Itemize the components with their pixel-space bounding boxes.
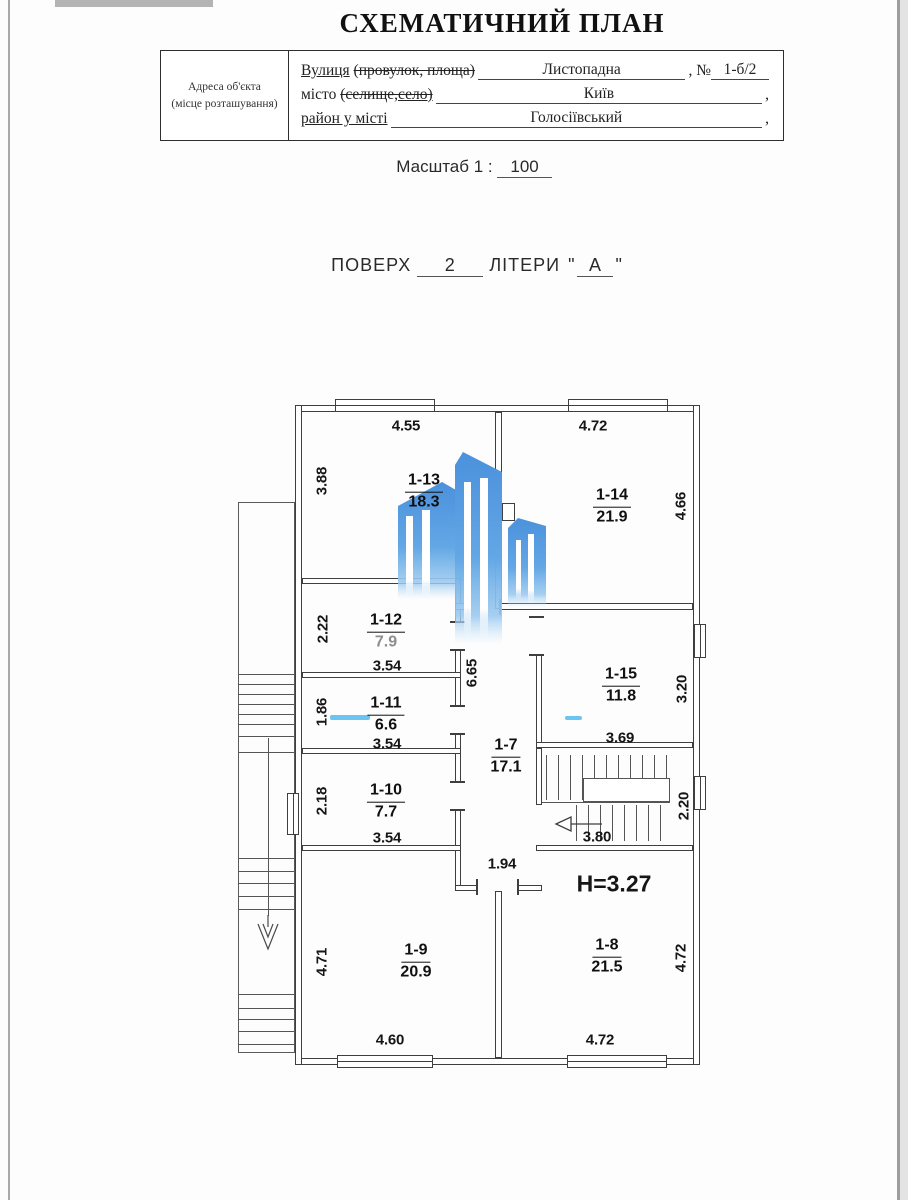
dimension-label: 3.20 bbox=[673, 674, 691, 704]
dimension-label: 2.20 bbox=[675, 791, 693, 821]
wall-segment bbox=[495, 891, 502, 1058]
stair-handrail-line bbox=[268, 738, 269, 916]
room-label bbox=[602, 665, 640, 708]
room-area: 18.3 bbox=[408, 493, 440, 511]
stair-step-line bbox=[546, 755, 547, 800]
floor-plan-drawing bbox=[237, 400, 707, 1075]
address-cell-line1: Адреса об'єкта bbox=[188, 81, 261, 94]
address-table-value-cell bbox=[289, 51, 783, 140]
floor-value: 2 bbox=[417, 255, 483, 277]
dimension-label: 4.72 bbox=[585, 1031, 615, 1049]
city-comma: , bbox=[765, 85, 769, 103]
letters-label: ЛІТЕРИ bbox=[489, 255, 561, 275]
dimension-label: 3.54 bbox=[372, 735, 402, 753]
wall-segment bbox=[536, 655, 542, 748]
window-symbol bbox=[567, 1055, 667, 1068]
floor-label: ПОВЕРХ bbox=[331, 255, 412, 275]
street-strike-label: (провулок, площа) bbox=[353, 61, 475, 79]
stair-step-line bbox=[239, 896, 294, 897]
quote-close: " bbox=[615, 255, 623, 275]
dimension-label: 3.88 bbox=[313, 466, 331, 496]
stair-step-line bbox=[239, 1044, 294, 1045]
room-number: 1-8 bbox=[592, 936, 621, 958]
stair-step-line bbox=[239, 704, 294, 705]
room-number: 1-7 bbox=[491, 736, 520, 758]
address-row-street bbox=[301, 61, 769, 80]
address-row-district bbox=[301, 109, 769, 128]
stair-step-line bbox=[239, 694, 294, 695]
stair-step-line bbox=[558, 755, 559, 800]
logo-tower-middle bbox=[455, 452, 502, 645]
room-area: 17.1 bbox=[490, 758, 522, 776]
wall-segment bbox=[518, 885, 542, 891]
scale-value: 100 bbox=[497, 157, 551, 178]
room-label bbox=[490, 736, 521, 779]
dimension-label: 4.55 bbox=[391, 417, 421, 435]
stair-landing-line bbox=[542, 802, 670, 803]
street-label: Вулиця bbox=[301, 61, 350, 79]
address-row-city bbox=[301, 85, 769, 104]
scan-edge-top bbox=[55, 0, 213, 7]
letters-value: А bbox=[577, 255, 613, 277]
street-number-label: , № bbox=[688, 61, 711, 79]
logo-tower-right bbox=[508, 518, 546, 608]
exterior-staircase bbox=[238, 502, 295, 1053]
scale-line bbox=[20, 157, 908, 178]
address-table-header-cell bbox=[161, 51, 289, 140]
stair-direction-down-arrow-icon bbox=[255, 915, 281, 951]
street-number-value: 1-б/2 bbox=[711, 61, 769, 80]
stair-step-line bbox=[239, 684, 294, 685]
wall-segment bbox=[455, 734, 461, 782]
city-strike-label-b: село) bbox=[398, 85, 433, 103]
stair-step-line bbox=[239, 883, 294, 884]
room-number: 1-10 bbox=[367, 781, 405, 803]
scan-edge-right-light bbox=[900, 0, 908, 1200]
room-area: 11.8 bbox=[605, 687, 637, 705]
door-tick bbox=[517, 879, 519, 895]
room-number: 1-11 bbox=[367, 694, 404, 716]
door-tick bbox=[450, 733, 465, 735]
window-symbol bbox=[694, 776, 706, 810]
stair-step-line bbox=[239, 674, 294, 675]
stair-step-line bbox=[624, 805, 625, 841]
dimension-label: 4.60 bbox=[375, 1031, 405, 1049]
stair-step-line bbox=[239, 1031, 294, 1032]
window-symbol bbox=[337, 1055, 433, 1068]
stair-step-line bbox=[239, 736, 294, 737]
door-tick bbox=[529, 654, 544, 656]
interior-staircase bbox=[542, 751, 693, 845]
dimension-label: 3.54 bbox=[372, 829, 402, 847]
room-area: 6.6 bbox=[374, 716, 398, 734]
stair-step-line bbox=[239, 994, 294, 995]
stair-step-line bbox=[239, 1019, 294, 1020]
stair-step-line bbox=[570, 755, 571, 800]
window-symbol bbox=[568, 399, 668, 412]
room-label bbox=[591, 936, 622, 979]
address-cell-line2: (місце розташування) bbox=[171, 97, 278, 110]
stair-step-line bbox=[239, 858, 294, 859]
room-label bbox=[367, 611, 405, 654]
room-label bbox=[405, 471, 443, 514]
street-value: Листопадна bbox=[478, 61, 686, 80]
dimension-label: 4.66 bbox=[672, 491, 690, 521]
scale-label: Масштаб 1 : bbox=[396, 157, 493, 176]
door-tick bbox=[450, 809, 465, 811]
stair-step-line bbox=[660, 805, 661, 841]
room-area: 21.9 bbox=[596, 508, 628, 526]
window-symbol bbox=[694, 624, 706, 658]
stair-step-line bbox=[636, 805, 637, 841]
city-value: Київ bbox=[436, 85, 762, 104]
wall-segment bbox=[693, 405, 700, 1065]
window-symbol bbox=[335, 399, 435, 412]
room-label bbox=[400, 941, 431, 984]
stair-step-line bbox=[239, 1008, 294, 1009]
dimension-label: 3.54 bbox=[372, 657, 402, 675]
door-tick bbox=[450, 781, 465, 783]
room-label bbox=[367, 781, 405, 824]
address-table bbox=[160, 50, 784, 141]
stair-step-line bbox=[239, 714, 294, 715]
room-label bbox=[367, 694, 404, 737]
dimension-label: 1.86 bbox=[313, 697, 331, 727]
floor-line bbox=[24, 255, 908, 277]
dimension-label: 2.18 bbox=[313, 786, 331, 816]
watermark-dash bbox=[565, 716, 582, 720]
window-symbol bbox=[287, 793, 299, 835]
wall-segment bbox=[455, 885, 477, 891]
dimension-label: 4.71 bbox=[313, 947, 331, 977]
wall-segment bbox=[295, 405, 302, 1065]
scan-edge-left bbox=[8, 0, 10, 1200]
watermark-dash bbox=[330, 715, 370, 720]
room-number: 1-9 bbox=[401, 941, 430, 963]
stair-step-line bbox=[239, 752, 294, 753]
dimension-label: 2.22 bbox=[314, 614, 332, 644]
room-area: 7.9 bbox=[374, 633, 398, 651]
door-tick bbox=[450, 649, 465, 651]
room-area: 20.9 bbox=[400, 963, 432, 981]
door-tick bbox=[476, 879, 478, 895]
stair-step-line bbox=[612, 805, 613, 841]
room-area: 21.5 bbox=[591, 958, 623, 976]
district-value: Голосіївський bbox=[391, 109, 763, 128]
room-area: 7.7 bbox=[374, 803, 398, 821]
wall-segment bbox=[536, 748, 542, 805]
district-label: район у місті bbox=[301, 109, 388, 127]
stair-step-line bbox=[239, 724, 294, 725]
dimension-label: 6.65 bbox=[463, 658, 481, 688]
page-title: СХЕМАТИЧНИЙ ПЛАН bbox=[339, 8, 665, 38]
wall-segment bbox=[536, 845, 693, 851]
stair-rail bbox=[583, 778, 670, 802]
room-number: 1-14 bbox=[593, 486, 631, 508]
stair-step-line bbox=[239, 909, 294, 910]
room-label bbox=[593, 486, 631, 529]
dimension-label: 4.72 bbox=[578, 417, 608, 435]
city-label: місто bbox=[301, 85, 337, 103]
scan-edge-right bbox=[897, 0, 900, 1200]
dimension-label: 1.94 bbox=[487, 855, 517, 873]
city-strike-label-a: (селище, bbox=[340, 85, 399, 103]
stair-step-line bbox=[239, 871, 294, 872]
dimension-label: 3.80 bbox=[582, 828, 612, 846]
ceiling-height-label: Н=3.27 bbox=[576, 870, 652, 897]
stair-step-line bbox=[648, 805, 649, 841]
wall-segment bbox=[455, 650, 461, 706]
room-number: 1-13 bbox=[405, 471, 443, 493]
door-tick bbox=[450, 705, 465, 707]
dimension-label: 4.72 bbox=[672, 943, 690, 973]
room-number: 1-15 bbox=[602, 665, 640, 687]
room-number: 1-12 bbox=[367, 611, 405, 633]
district-comma: , bbox=[765, 109, 769, 127]
dimension-label: 3.69 bbox=[605, 729, 635, 747]
quote-open: " bbox=[568, 255, 576, 275]
